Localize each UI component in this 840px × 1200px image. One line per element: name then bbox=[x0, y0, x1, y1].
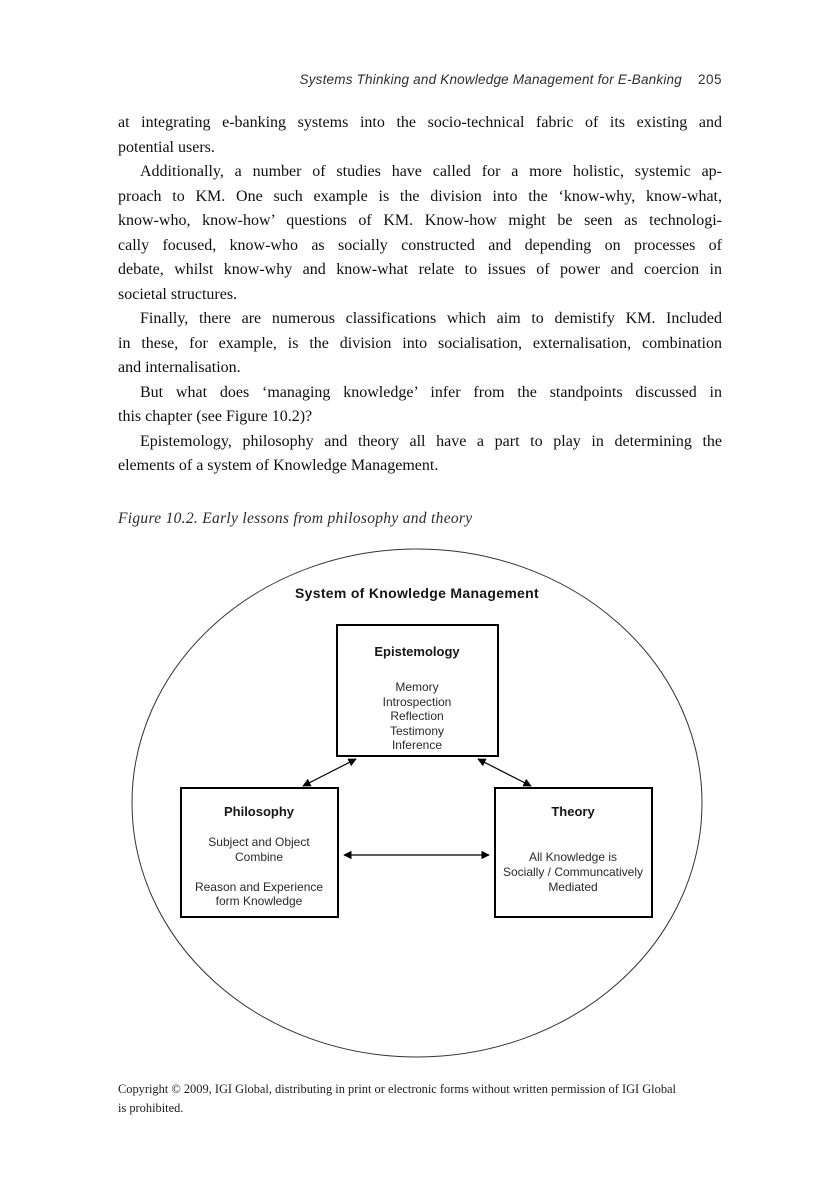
body-line: this chapter (see Figure 10.2)? bbox=[118, 408, 313, 425]
body-text bbox=[118, 111, 722, 479]
figure-caption: Figure 10.2. Early lessons from philosophy and theory bbox=[118, 510, 473, 527]
theory-item: Socially / Communcatively bbox=[502, 865, 644, 879]
body-line: elements of a system of Knowledge Management. bbox=[118, 457, 439, 474]
theory-item: All Knowledge is bbox=[528, 850, 618, 864]
running-title: Systems Thinking and Knowledge Management for E-Banking bbox=[299, 72, 682, 87]
page-number: 205 bbox=[697, 72, 722, 87]
body-line: at integrating e-banking systems into the socio-technical fabric of its existing and bbox=[118, 114, 722, 131]
body-line: cally focused, know-who as socially constructed and depending on processes of bbox=[118, 236, 722, 254]
system-boundary-label: System of Knowledge Management bbox=[295, 585, 539, 601]
body-line: potential users. bbox=[118, 138, 215, 156]
epistemology-title: Epistemology bbox=[374, 644, 460, 659]
body-line: in these, for example, is the division into socialisation, externalisation, combination bbox=[118, 334, 722, 352]
body-line: Additionally, a number of studies have called for a more holistic, systemic ap- bbox=[140, 163, 722, 180]
figure-diagram bbox=[0, 540, 840, 1070]
running-header bbox=[300, 72, 723, 87]
body-line: and internalisation. bbox=[118, 359, 241, 376]
epistemology-item: Reflection bbox=[390, 709, 444, 723]
epistemology-item: Testimony bbox=[389, 724, 445, 738]
copyright-line: Copyright © 2009, IGI Global, distributing in print or electronic forms without written permission of IGI Global bbox=[118, 1082, 676, 1096]
epistemology-item: Memory bbox=[395, 680, 439, 694]
body-line: societal structures. bbox=[118, 285, 238, 303]
philosophy-item: Subject and Object bbox=[208, 835, 310, 849]
copyright-line: is prohibited. bbox=[118, 1100, 184, 1115]
philosophy-item: form Knowledge bbox=[215, 894, 303, 908]
epistemology-item: Introspection bbox=[382, 695, 452, 709]
body-line: Finally, there are numerous classifications which aim to demistify KM. Included bbox=[140, 310, 722, 327]
body-line: But what does ‘managing knowledge’ infer from the standpoints discussed in bbox=[140, 383, 722, 401]
epistemology-item: Inference bbox=[391, 738, 443, 752]
arrow-epistemology-theory bbox=[478, 759, 531, 786]
body-line: know-who, know-how’ questions of KM. Know-how might be seen as technologi- bbox=[118, 212, 722, 229]
philosophy-item: Combine bbox=[234, 850, 284, 864]
copyright-notice bbox=[118, 1080, 738, 1117]
theory-item: Mediated bbox=[548, 880, 598, 894]
philosophy-item: Reason and Experience bbox=[194, 880, 324, 894]
body-line: debate, whilst know-why and know-what relate to issues of power and coercion in bbox=[118, 261, 722, 278]
philosophy-title: Philosophy bbox=[223, 804, 295, 819]
body-line: proach to KM. One such example is the division into the ‘know-why, know-what, bbox=[118, 187, 722, 205]
theory-title: Theory bbox=[551, 804, 595, 819]
body-line: Epistemology, philosophy and theory all have a part to play in determining the bbox=[140, 432, 722, 450]
arrow-epistemology-philosophy bbox=[303, 759, 356, 786]
